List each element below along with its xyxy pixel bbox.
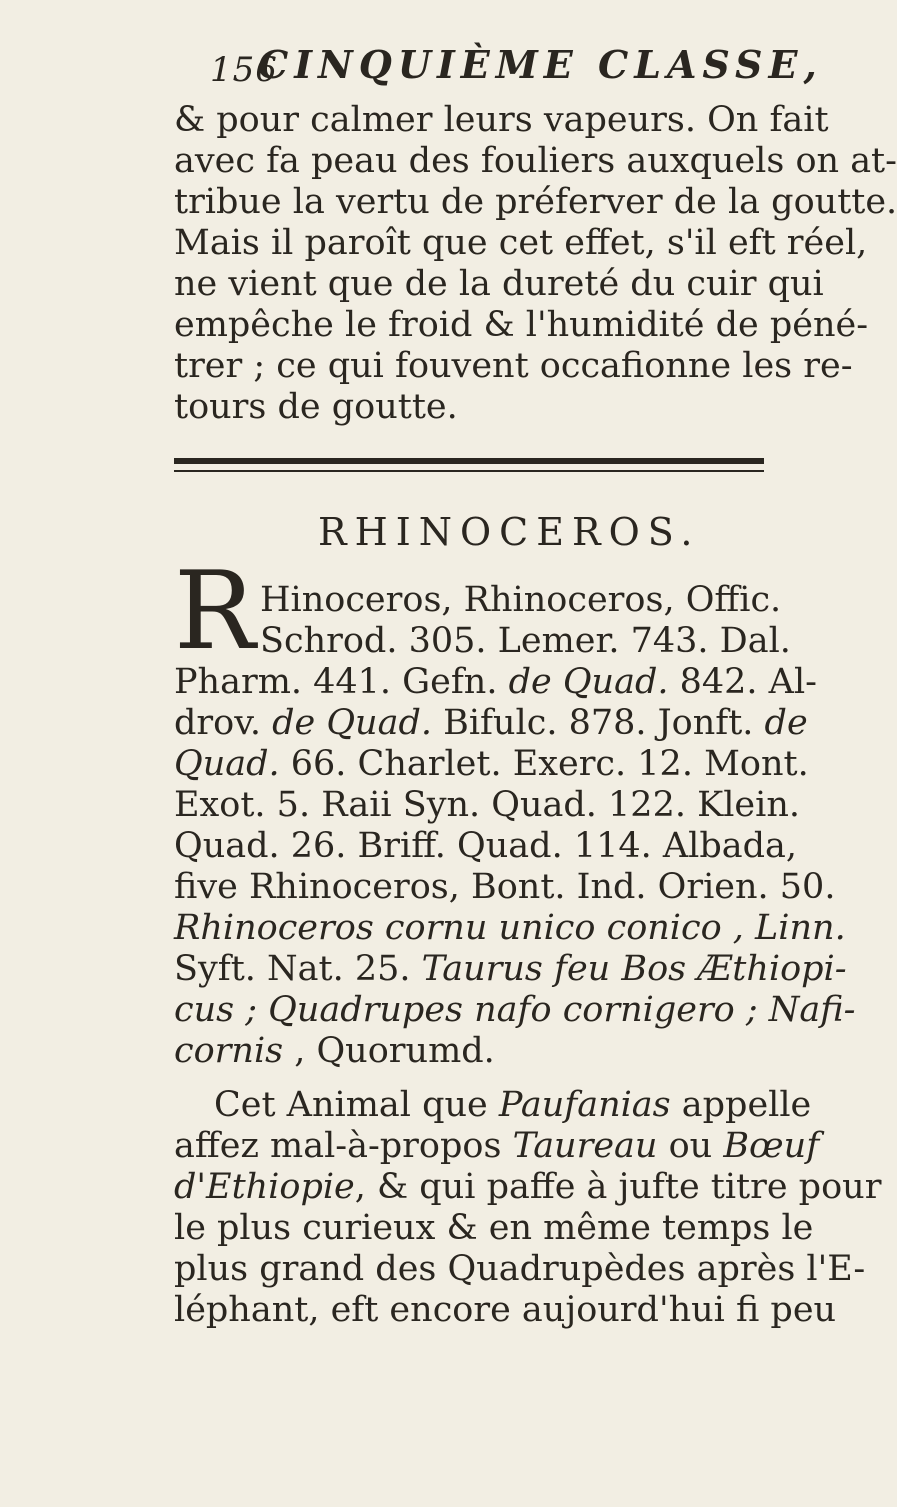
synonymy-line: Exot. 5. Raii Syn. Quad. 122. Klein. <box>174 785 801 825</box>
synonymy-line: Quad. 26. Briff. Quad. 114. Albada, <box>174 826 798 866</box>
text-line: tours de goutte. <box>174 387 458 427</box>
text-line: Cet Animal que Paufanias appelle <box>214 1085 812 1125</box>
synonymy-line: Pharm. 441. Gefn. de Quad. 842. Al- <box>174 662 817 702</box>
text-line: léphant, eft encore aujourd'hui fi peu <box>174 1290 837 1330</box>
drop-cap: R <box>174 549 256 674</box>
text-line: le plus curieux & en même temps le <box>174 1208 814 1248</box>
section-title: RHINOCEROS. <box>318 510 701 554</box>
synonymy-line: Schrod. 305. Lemer. 743. Dal. <box>260 621 791 661</box>
synonymy-line: Rhinoceros cornu unico conico , Linn. <box>174 908 846 948</box>
section-divider <box>174 458 764 464</box>
synonymy-line: Quad. 66. Charlet. Exerc. 12. Mont. <box>174 744 809 784</box>
text-line: d'Ethiopie, & qui paffe à jufte titre pour <box>174 1167 882 1207</box>
section-divider-thin <box>174 470 764 472</box>
synonymy-line: cus ; Quadrupes nafo cornigero ; Nafi- <box>174 990 856 1030</box>
text-line: Mais il paroît que cet effet, s'il eft réel, <box>174 223 868 263</box>
text-line: avec fa peau des fouliers auxquels on at- <box>174 141 897 181</box>
synonymy-line: cornis , Quorumd. <box>174 1031 495 1071</box>
page-header <box>0 0 823 98</box>
text-line: plus grand des Quadrupèdes après l'E- <box>174 1249 866 1289</box>
synonymy-line: five Rhinoceros, Bont. Ind. Orien. 50. <box>174 867 836 907</box>
synonymy-line: drov. de Quad. Bifulc. 878. Jonft. de <box>174 703 808 743</box>
page-number: 156 <box>210 50 278 90</box>
text-line: empêche le froid & l'humidité de péné- <box>174 305 869 345</box>
text-line: ne vient que de la dureté du cuir qui <box>174 264 824 304</box>
text-line: & pour calmer leurs vapeurs. On fait <box>174 100 829 140</box>
text-line: tribue la vertu de préferver de la goutte. <box>174 182 897 222</box>
text-line: trer ; ce qui fouvent occafionne les re- <box>174 346 853 386</box>
running-head: CINQUIÈME CLASSE, <box>258 42 823 87</box>
text-line: affez mal-à-propos Taureau ou Bœuf <box>174 1126 820 1166</box>
synonymy-line: Syft. Nat. 25. Taurus feu Bos Æthiopi- <box>174 949 847 989</box>
synonymy-line: Hinoceros, Rhinoceros, Offic. <box>260 580 782 620</box>
